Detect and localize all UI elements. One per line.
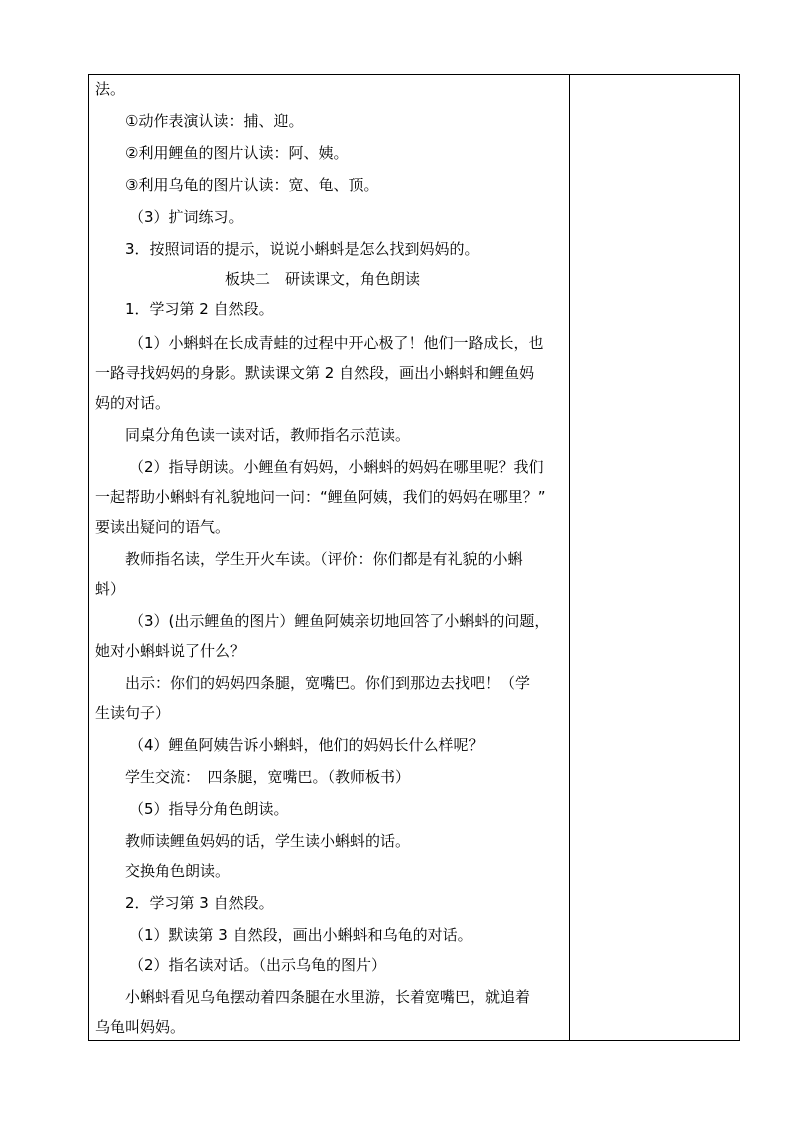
text-line: ②利用鲤鱼的图片认读：阿、姨。 bbox=[125, 144, 349, 162]
text-line: 生读句子） bbox=[95, 704, 171, 722]
text-line: 一起帮助小蝌蚪有礼貌地问一问：“鲤鱼阿姨，我们的妈妈在哪里？” bbox=[95, 488, 546, 506]
section-heading: 板块二 研读课文，角色朗读 bbox=[225, 270, 421, 288]
text-line: （3）扩词练习。 bbox=[129, 208, 244, 226]
text-line: 她对小蝌蚪说了什么？ bbox=[95, 642, 246, 660]
text-line: 小蝌蚪看见乌龟摆动着四条腿在水里游，长着宽嘴巴，就追着 bbox=[125, 988, 531, 1006]
text-line: 3．按照词语的提示，说说小蝌蚪是怎么找到妈妈的。 bbox=[125, 240, 480, 258]
text-line: （4）鲤鱼阿姨告诉小蝌蚪，他们的妈妈长什么样呢？ bbox=[129, 736, 484, 754]
text-line: 教师指名读，学生开火车读。（评价：你们都是有礼貌的小蝌 bbox=[125, 550, 523, 568]
text-line: ①动作表演认读：捕、迎。 bbox=[125, 112, 304, 130]
text-line: 妈的对话。 bbox=[95, 394, 171, 412]
text-line: （3）(出示鲤鱼的图片）鲤鱼阿姨亲切地回答了小蝌蚪的问题， bbox=[129, 612, 550, 630]
text-line: 一路寻找妈妈的身影。默读课文第 2 自然段，画出小蝌蚪和鲤鱼妈 bbox=[95, 364, 535, 382]
text-line: 同桌分角色读一读对话，教师指名示范读。 bbox=[125, 426, 411, 444]
text-line: 教师读鲤鱼妈妈的话，学生读小蝌蚪的话。 bbox=[125, 832, 411, 850]
text-line: 出示：你们的妈妈四条腿，宽嘴巴。你们到那边去找吧！（学 bbox=[125, 674, 531, 692]
text-line: （1）小蝌蚪在长成青蛙的过程中开心极了！他们一路成长，也 bbox=[129, 334, 544, 352]
text-line: 乌龟叫妈妈。 bbox=[95, 1018, 186, 1036]
text-line: （2）指导朗读。小鲤鱼有妈妈，小蝌蚪的妈妈在哪里呢？我们 bbox=[129, 458, 544, 476]
notes-cell bbox=[570, 75, 739, 1040]
lesson-table bbox=[88, 74, 740, 1041]
text-line: 交换角色朗读。 bbox=[125, 862, 231, 880]
text-line: （1）默读第 3 自然段，画出小蝌蚪和乌龟的对话。 bbox=[129, 926, 473, 944]
text-line: 蚪） bbox=[95, 580, 126, 598]
text-line: （2）指名读对话。（出示乌龟的图片） bbox=[129, 956, 387, 974]
lesson-content-cell bbox=[89, 75, 570, 1040]
text-line: 学生交流： 四条腿，宽嘴巴。（教师板书） bbox=[125, 768, 411, 786]
text-line: 法。 bbox=[95, 80, 126, 98]
text-line: 2．学习第 3 自然段。 bbox=[125, 894, 274, 912]
text-line: 要读出疑问的语气。 bbox=[95, 518, 231, 536]
text-line: （5）指导分角色朗读。 bbox=[129, 800, 289, 818]
text-line: ③利用乌龟的图片认读：宽、龟、顶。 bbox=[125, 176, 379, 194]
text-line: 1．学习第 2 自然段。 bbox=[125, 300, 274, 318]
